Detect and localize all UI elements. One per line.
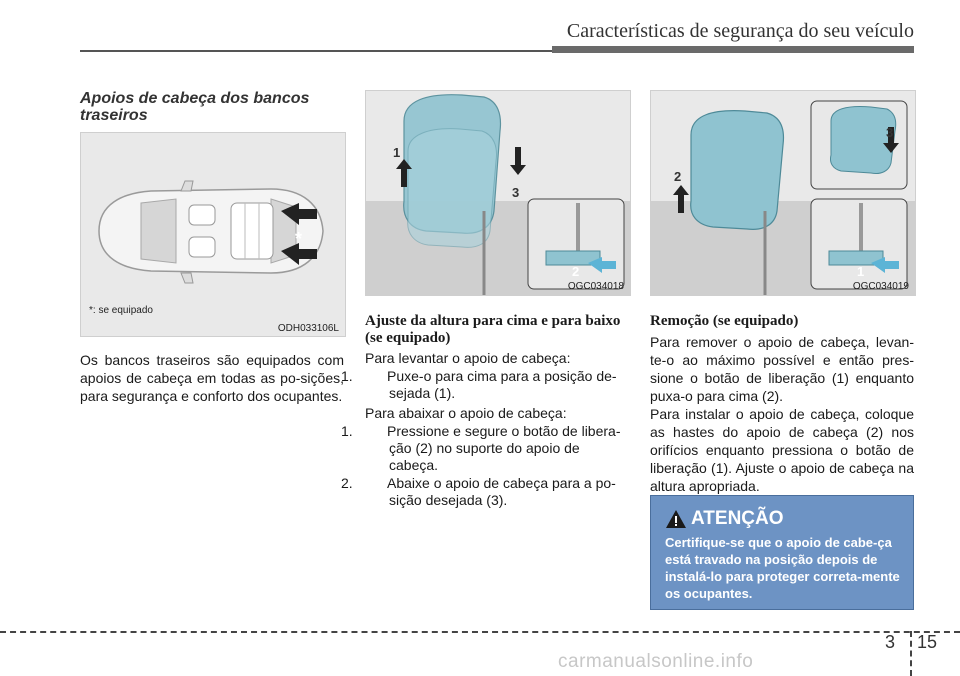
step-text: Puxe-o para cima para a posição de-sejada (1).: [387, 368, 617, 401]
height-adjust-instructions: [341, 349, 629, 510]
warning-triangle-icon: [665, 509, 687, 529]
figure-asterisk: *: [295, 229, 303, 249]
figure-code: ODH033106L: [277, 323, 339, 334]
removal-heading: Remoção (se equipado): [650, 313, 799, 329]
lower-step: [341, 423, 629, 474]
callout-3: 3: [886, 125, 894, 140]
figure-note: *: se equipado: [89, 305, 153, 316]
step-number: 2.: [341, 475, 353, 491]
figure-code: OGC034018: [567, 281, 624, 292]
section-number: 3: [885, 632, 896, 652]
callout-2: 2: [572, 264, 580, 279]
callout-3: 3: [512, 185, 520, 200]
step-text: Pressione e segure o botão de libera-ção (2) no suporte do apoio de cabeça.: [387, 423, 621, 473]
headrest-removal-illustration: [651, 91, 915, 295]
height-adjust-heading: Ajuste da altura para cima e para baixo (se equipado): [365, 313, 621, 346]
page-header-title: Características de segurança do seu veículo: [566, 20, 914, 42]
warning-text: Certifique-se que o apoio de cabe-ça está travado na posição depois de instalá-lo para proteger correta-mente os ocupantes.: [665, 535, 900, 601]
rear-seats-paragraph: Os bancos traseiros são equipados com apoios de cabeça em todas as po-sições, para segurança e conforto dos ocupantes.: [80, 352, 344, 404]
section-title: Apoios de cabeça dos bancos traseiros: [80, 90, 310, 124]
warning-title: ATENÇÃO: [691, 508, 784, 529]
lower-step: [341, 475, 629, 509]
footer-rule: [0, 631, 960, 633]
removal-figure: [650, 90, 916, 296]
removal-paragraph: Para remover o apoio de cabeça, levan-te-o ao máximo possível e então pres-sione o botão de liberação (1) enquanto puxa-o para cima (2).: [650, 334, 914, 404]
installation-paragraph: Para instalar o apoio de cabeça, coloque as hastes do apoio de cabeça (2) nos orifícios enquanto pressiona o botão de liberação (1). Ajuste o apoio de cabeça na altura apropriada.: [650, 406, 914, 494]
step-number: 1.: [341, 423, 353, 439]
header-bar: [552, 46, 914, 53]
step-number: 1.: [341, 368, 353, 384]
rear-seats-figure: [80, 132, 346, 337]
callout-1: 1: [393, 145, 401, 160]
page-number-divider: [910, 631, 912, 676]
height-adjust-figure: [365, 90, 631, 296]
callout-2: 2: [674, 169, 682, 184]
raise-intro: Para levantar o apoio de cabeça:: [365, 350, 571, 366]
lower-intro: Para abaixar o apoio de cabeça:: [365, 405, 567, 421]
step-text: Abaixe o apoio de cabeça para a po-sição desejada (3).: [387, 475, 616, 508]
watermark: carmanualsonline.info: [558, 651, 754, 672]
raise-step: [341, 368, 629, 402]
headrest-height-illustration: [366, 91, 630, 295]
figure-code: OGC034019: [852, 281, 909, 292]
warning-box: [650, 495, 914, 610]
page-number: 15: [917, 632, 938, 652]
callout-1: 1: [857, 264, 865, 279]
